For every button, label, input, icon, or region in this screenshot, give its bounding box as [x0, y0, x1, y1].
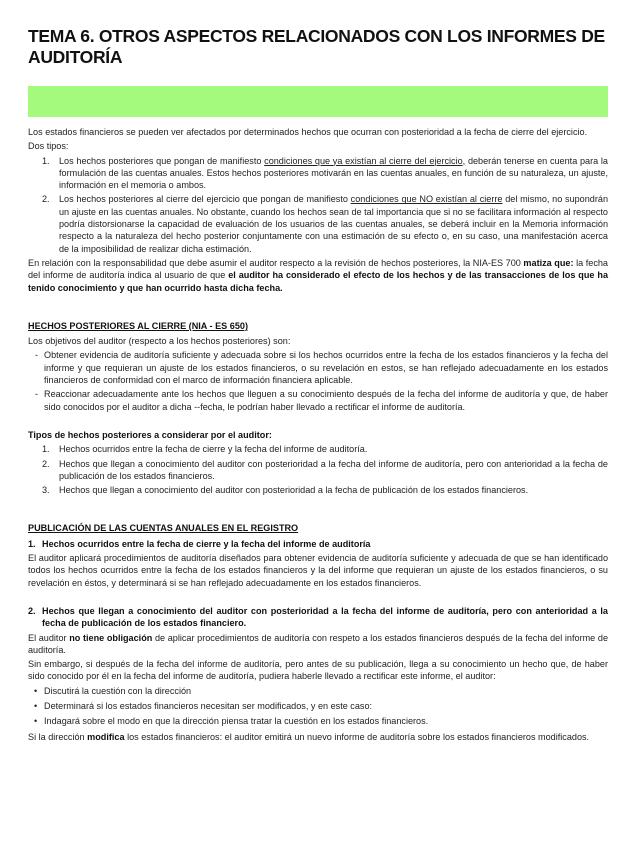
subheading-1: 1. Hechos ocurridos entre la fecha de cierre y la fecha del informe de auditoría: [28, 538, 371, 549]
list-item: • Discutirá la cuestión con la dirección: [34, 685, 192, 696]
document-body: [28, 126, 608, 745]
list-item: - Obtener evidencia de auditoría suficiente y adecuada sobre si los hechos ocurridos entre la fecha de los estados financieros y la fecha del informe y que requieran un ajuste de los estados financieros, o su revelación en estos, se han reflejado adecuadamente en los estados financieros de conformidad con el marco de información financiera aplicable.: [35, 350, 608, 386]
subsection-2-paragraph: Sin embargo, si después de la fecha del informe de auditoría, pero antes de su publicación, llega a su conocimiento un hecho que, de haber sido conocido por él en la fecha del informe de auditoría, pudiera haberle llevado a rectificar este informe, el auditor:: [28, 659, 608, 682]
types-list: [28, 443, 608, 496]
intro-types-label: Dos tipos:: [28, 141, 69, 152]
types-title: Tipos de hechos posteriores a considerar por el auditor:: [28, 429, 272, 440]
subsection-2-paragraph: El auditor no tiene obligación de aplicar procedimientos de auditoría con respeto a los estados financieros después de la fecha del informe de auditoría.: [28, 632, 608, 655]
objectives-list: [28, 349, 608, 412]
list-item: 2. Hechos que llegan a conocimiento del auditor con posterioridad a la fecha del informe de auditoría, pero con anterioridad a la fecha de publicación de los estados financieros.: [42, 458, 608, 481]
list-item: • Determinará si los estados financieros necesitan ser modificados, y en este caso:: [34, 700, 373, 711]
subsection-1-paragraph: El auditor aplicará procedimientos de auditoría diseñados para obtener evidencia de auditoría suficiente y adecuada de que se han identificado todos los hechos ocurridos entre la fecha de los estados financieros y la del informe que requieran un ajuste de los estados financieros, o su revelación en éstos, y determinará si se han reflejado adecuadamente en los estados financieros.: [28, 553, 608, 588]
list-item: • Indagará sobre el modo en que la dirección piensa tratar la cuestión en los estados financieros.: [34, 716, 429, 727]
highlight-bar: [28, 86, 608, 117]
section-heading-hechos-posteriores: HECHOS POSTERIORES AL CIERRE (NIA - ES 650): [28, 320, 248, 331]
list-item: 2. Los hechos posteriores al cierre del ejercicio que pongan de manifiesto condiciones que NO existían al cierre del mismo, no supondrán un ajuste en las cuentas anuales. No obstante, cuando los hechos sean de tal importancia que si no se facilitara información al respecto podría distorsionarse la capacidad de evaluación de los usuarios de las cuentas anuales, se deberá incluir en la Memoria información respecto a la naturaleza del hecho posterior conjuntamente con una estimación de su efecto o, en su caso, una manifestación acerca de la imposibilidad de realizar dicha estimación.: [42, 194, 609, 254]
section-heading-publicacion: PUBLICACIÓN DE LAS CUENTAS ANUALES EN EL REGISTRO: [28, 523, 299, 534]
list-item: 1. Los hechos posteriores que pongan de manifiesto condiciones que ya existían al cierre del ejercicio, deberán tenerse en cuenta para la formulación de las cuentas anuales. Estos hechos posteriores motivarán en las cuentas anuales, en función de su naturaleza, un ajuste, información en el memoria o ambos.: [42, 155, 608, 191]
auditor-actions-list: [28, 685, 608, 728]
intro-paragraph: Los estados financieros se pueden ver afectados por determinados hechos que ocurran con posterioridad a la fecha de cierre del ejercicio.: [28, 127, 588, 137]
objectives-lead: Los objetivos del auditor (respecto a los hechos posteriores) son:: [28, 336, 291, 347]
list-item: - Reaccionar adecuadamente ante los hechos que lleguen a su conocimiento después de la fecha del informe de auditoría y que, de haber sido conocidos por el auditor a dicha --fecha, le podrían haber llevado a rectificar el informe de auditoría.: [35, 389, 608, 412]
list-item: 3. Hechos que llegan a conocimiento del auditor con posterioridad a la fecha de publicación de los estados financieros.: [42, 485, 529, 496]
nia-paragraph: En relación con la responsabilidad que debe asumir el auditor respecto a la revisión de hechos posteriores, la NIA-ES 700 matiza que: la fecha del informe de auditoría indica al usuario de que el auditor ha considerado el efecto de los hechos y de las transacciones de los que ha tenido conocimiento y que han ocurrido hasta dicha fecha.: [28, 257, 609, 293]
page-title: TEMA 6. OTROS ASPECTOS RELACIONADOS CON LOS INFORMES DE AUDITORÍA: [28, 26, 605, 67]
subsection-2-closing: Si la dirección modifica los estados financieros: el auditor emitirá un nuevo informe de auditoría sobre los estados financieros modificados.: [28, 731, 590, 742]
list-item: 1. Hechos ocurridos entre la fecha de cierre y la fecha del informe de auditoría.: [42, 444, 368, 455]
subheading-2: 2. Hechos que llegan a conocimiento del auditor con posterioridad a la fecha del informe de auditoría, pero con anterioridad a la fecha de publicación de los estados financiero.: [28, 605, 608, 629]
intro-list: [28, 155, 608, 255]
